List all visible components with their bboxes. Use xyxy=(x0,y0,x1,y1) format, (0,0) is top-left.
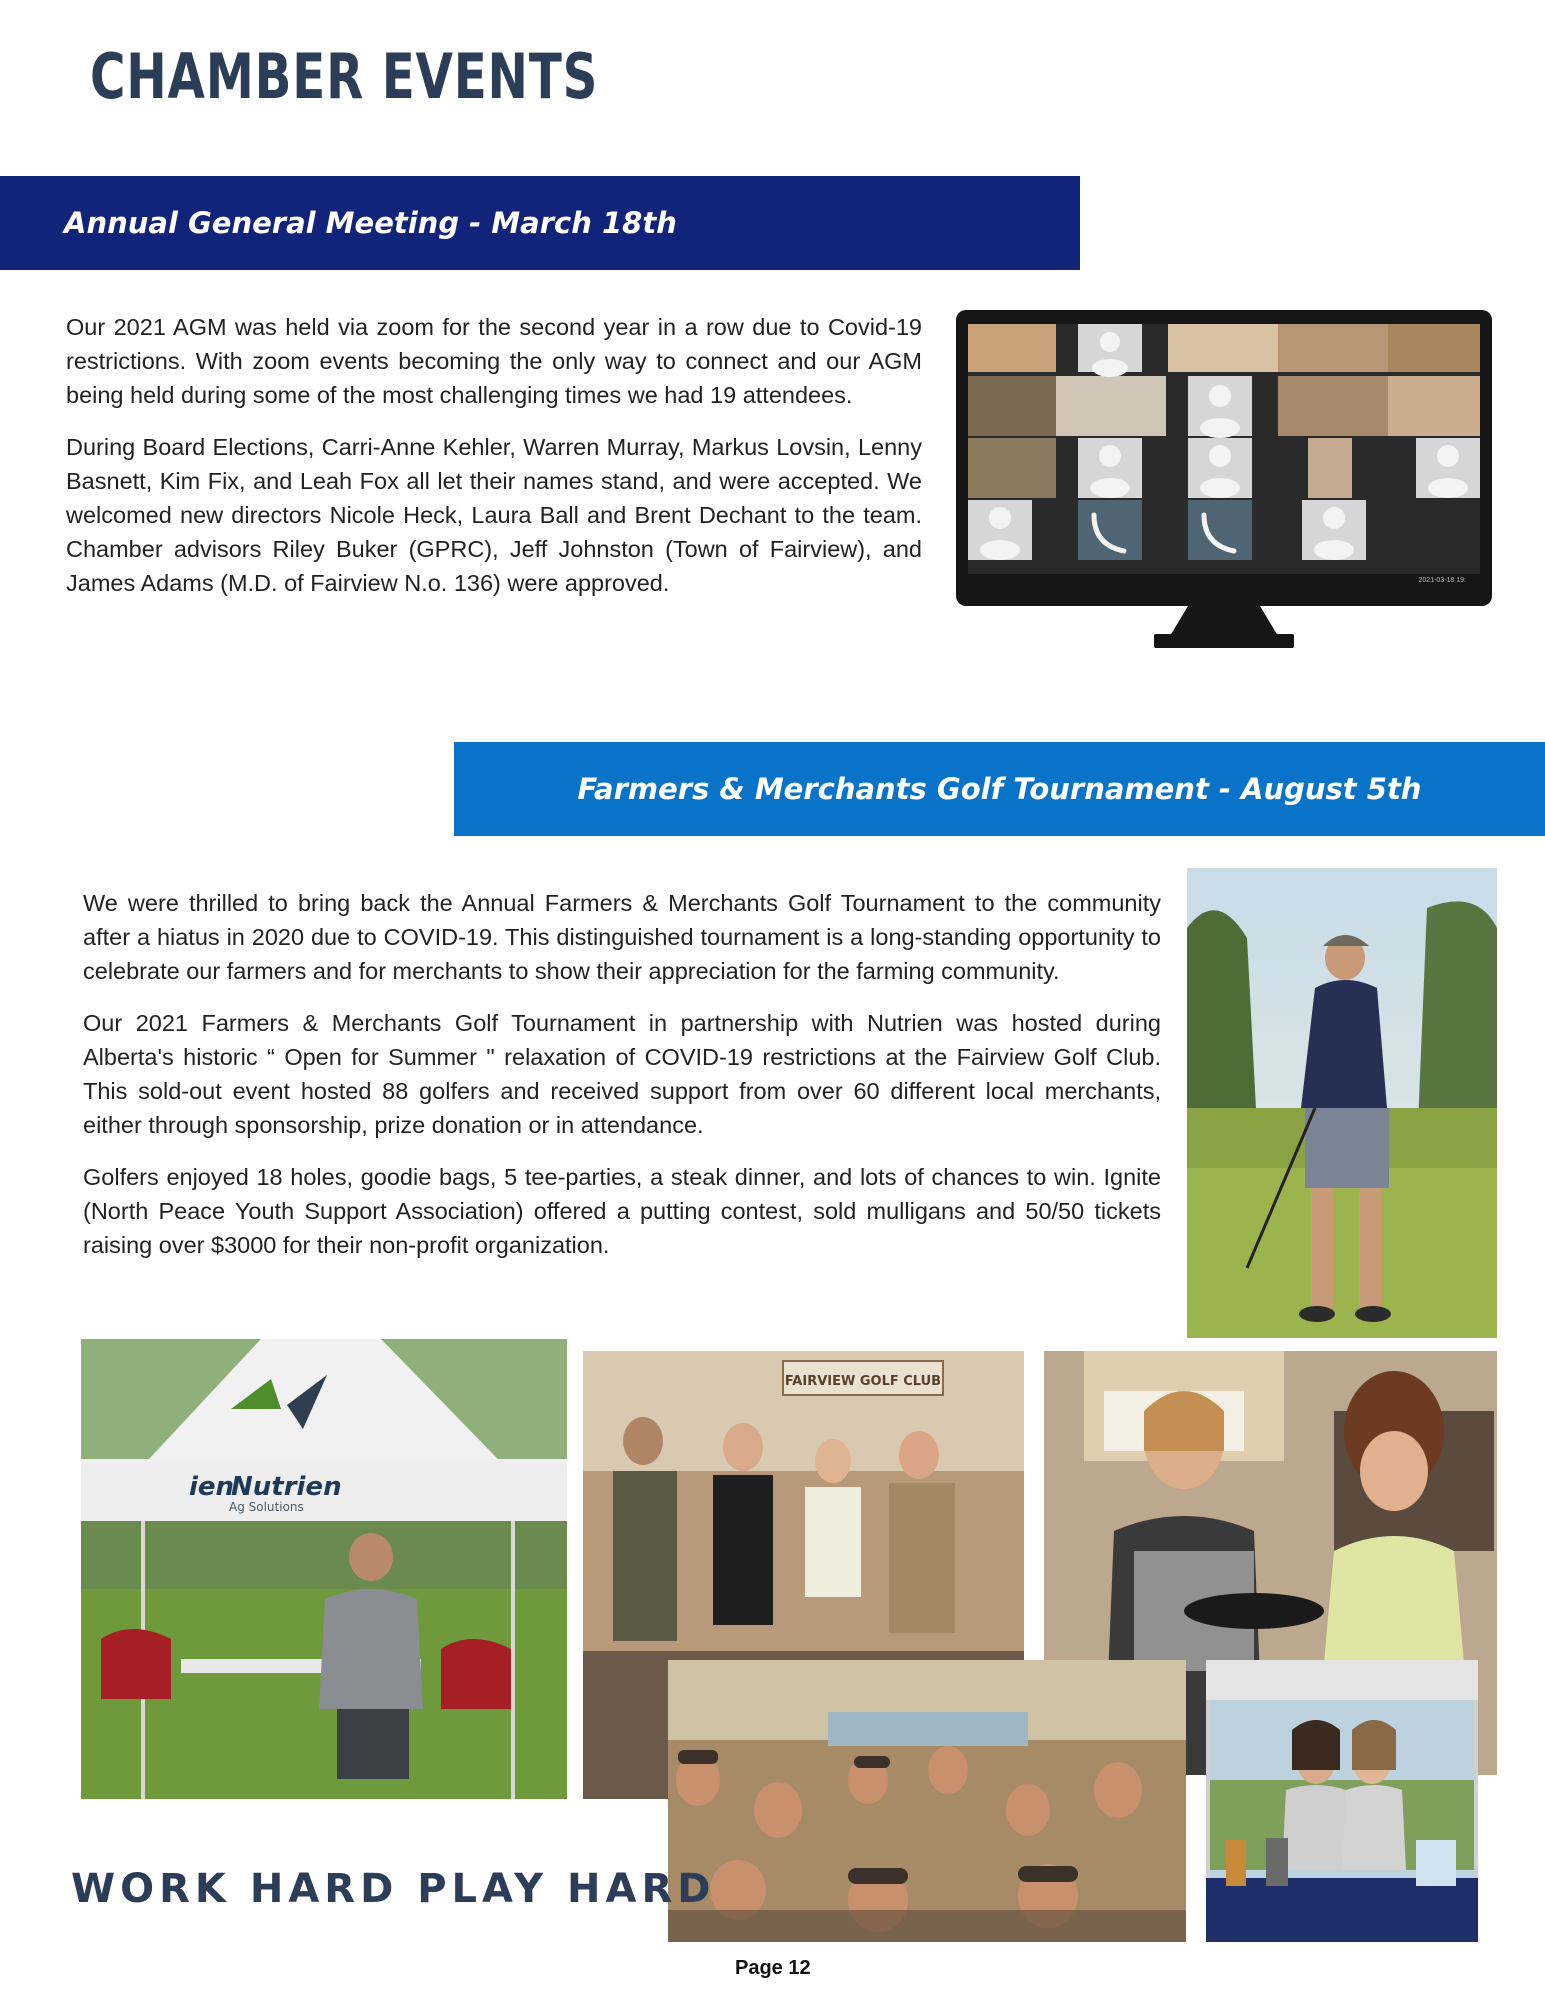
agm-paragraph: Our 2021 AGM was held via zoom for the second year in a row due to Covid-19 restrictions. With zoom events becoming the only way to connect and our AGM being held during some of the most challenging times we had 19 attendees. xyxy=(66,314,922,408)
steak-dinner-crowd-photo xyxy=(668,1660,1186,1942)
screen-timestamp: 2021-03-18 19: xyxy=(1418,577,1466,584)
golf-heading: Farmers & Merchants Golf Tournament - August 5th xyxy=(577,772,1422,806)
tent-sub-text: Ag Solutions xyxy=(229,1500,304,1514)
nutrien-tent-photo xyxy=(81,1339,567,1799)
agm-heading: Annual General Meeting - March 18th xyxy=(64,206,677,240)
page-title: CHAMBER EVENTS xyxy=(90,40,599,113)
golf-banner xyxy=(454,742,1545,836)
agm-text xyxy=(66,310,922,618)
slogan: WORK HARD PLAY HARD xyxy=(71,1866,716,1912)
svg-text:ien: ien xyxy=(189,1472,235,1502)
golf-paragraph: Golfers enjoyed 18 holes, goodie bags, 5 tee-parties, a steak dinner, and lots of chances to win. Ignite (North Peace Youth Support Association) offered a putting contest, sold mulligans and 50/50 tickets raising over $3000 for their non-profit organization. xyxy=(83,1164,1161,1258)
golf-paragraph: Our 2021 Farmers & Merchants Golf Tournament in partnership with Nutrien was hosted during Alberta's historic “ Open for Summer " relaxation of COVID-19 restrictions at the Fairview Golf Club. This sold-out event hosted 88 golfers and received support from over 60 different local merchants, either through sponsorship, prize donation or in attendance. xyxy=(83,1010,1161,1138)
vendor-booth-photo xyxy=(1206,1660,1478,1942)
zoom-monitor-image xyxy=(956,310,1492,654)
golf-text xyxy=(83,886,1161,1280)
club-sign-text: FAIRVIEW GOLF CLUB xyxy=(784,1374,942,1389)
agm-banner xyxy=(0,176,1080,270)
agm-paragraph: During Board Elections, Carri-Anne Kehler, Warren Murray, Markus Lovsin, Lenny Basnett, Kim Fix, and Leah Fox all let their names stand, and were accepted. We welcomed new directors Nicole Heck, Laura Ball and Brent Dechant to the team. Chamber advisors Riley Buker (GPRC), Jeff Johnston (Town of Fairview), and James Adams (M.D. of Fairview N.o. 136) were approved. xyxy=(66,434,922,596)
tent-brand-text: Nutrien xyxy=(231,1472,342,1502)
golf-paragraph: We were thrilled to bring back the Annual Farmers & Merchants Golf Tournament to the community after a hiatus in 2020 due to COVID-19. This distinguished tournament is a long-standing opportunity to celebrate our farmers and for merchants to show their appreciation for the farming community. xyxy=(83,890,1161,984)
golfer-photo xyxy=(1187,868,1497,1338)
page-number: Page 12 xyxy=(735,1957,811,1979)
